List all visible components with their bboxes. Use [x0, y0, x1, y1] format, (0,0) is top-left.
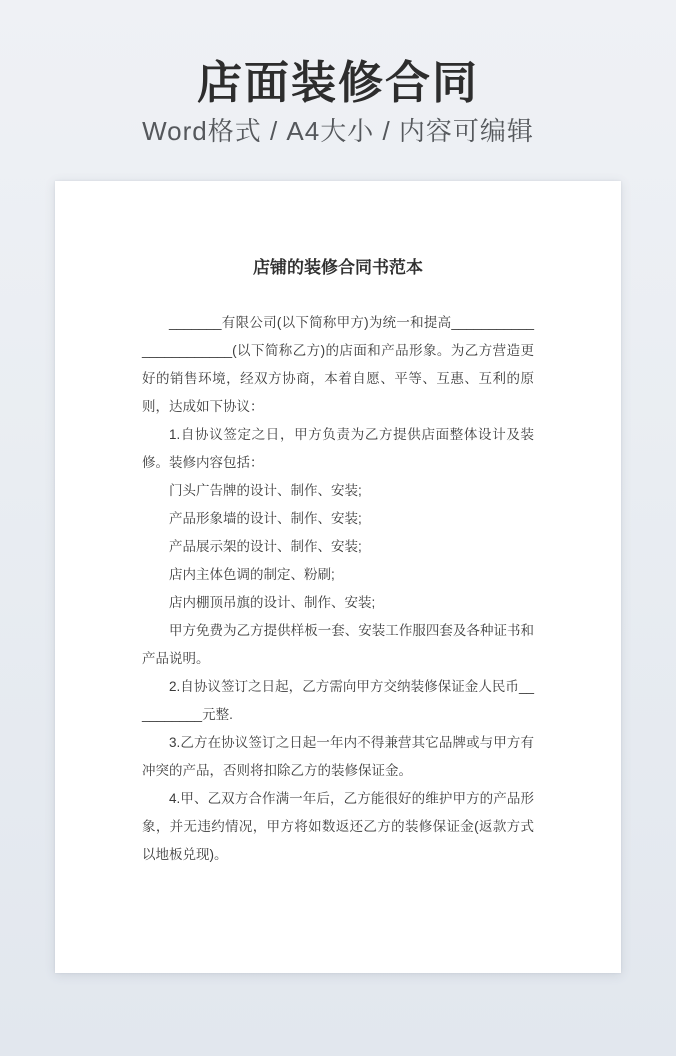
contract-paragraph: 产品形象墙的设计、制作、安装; [169, 511, 362, 527]
contract-paragraph: 门头广告牌的设计、制作、安装; [169, 483, 362, 499]
document-page [55, 181, 621, 973]
banner-title: 店面装修合同 [196, 57, 479, 108]
banner-subtitle: Word格式 / A4大小 / 内容可编辑 [142, 116, 534, 147]
contract-paragraph: 1.自协议签定之日，甲方负责为乙方提供店面整体设计及装修。装修内容包括： [142, 427, 534, 471]
contract-paragraph: 店内主体色调的制定、粉刷; [169, 567, 335, 583]
contract-paragraph: 3.乙方在协议签订之日起一年内不得兼营其它品牌或与甲方有冲突的产品，否则将扣除乙方的装修保证金。 [142, 735, 534, 779]
contract-paragraph: 店内棚顶吊旗的设计、制作、安装; [169, 595, 376, 611]
contract-paragraph: 产品展示架的设计、制作、安装; [169, 539, 362, 555]
contract-paragraph: 2.自协议签订之日起，乙方需向甲方交纳装修保证金人民币__________元整. [142, 679, 534, 723]
banner [0, 0, 676, 147]
contract-paragraph: _______有限公司(以下简称甲方)为统一和提高_______________________(以下简称乙方)的店面和产品形象。为乙方营造更好的销售环境，经双方协商，本着自愿、平等、互惠、互利的原则，达成如下协议： [142, 315, 534, 415]
contract-paragraph: 甲方免费为乙方提供样板一套、安装工作服四套及各种证书和产品说明。 [142, 623, 534, 667]
contract-paragraph: 4.甲、乙双方合作满一年后，乙方能很好的维护甲方的产品形象，并无违约情况，甲方将如数返还乙方的装修保证金(返款方式以地板兑现)。 [142, 791, 534, 863]
document-body [142, 309, 534, 869]
document-heading: 店铺的装修合同书范本 [253, 258, 423, 278]
